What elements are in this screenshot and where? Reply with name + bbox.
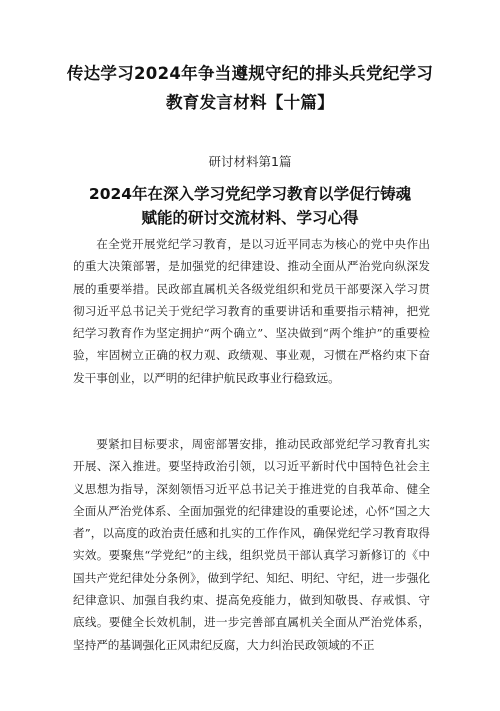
section-label: 研讨材料第1篇 (208, 154, 292, 169)
article-title-line-1: 2024年在深入学习党纪学习教育以学促行铸魂 (88, 185, 412, 203)
body-paragraph-1: 在全党开展党纪学习教育，是以习近平同志为核心的党中央作出的重大决策部署，是加强党的纪律建设、推动全面从严治党向纵深发展的重要举措。民政部直属机关各级党组织和党员干部要深入学习贯彻习近平总书记关于党纪学习教育的重要讲话和重要指示精神，把党纪学习教育作为坚定拥护“两个确立”、坚决做到“两个维护”的重要检验，牢固树立正确的权力观、政绩观、事业观，习惯在严格约束下奋发干事创业，以严明的纪律护航民政事业行稳致远。 (73, 237, 430, 385)
article-title-line-2: 赋能的研讨交流材料、学习心得 (141, 209, 359, 227)
document-title-line-1: 传达学习2024年争当遵规守纪的排头兵党纪学习 (66, 64, 434, 83)
document-title-line-2: 教育发言材料【十篇】 (166, 93, 334, 112)
body-paragraph-2: 要紧扣目标要求，周密部署安排，推动民政部党纪学习教育扎实开展、深入推进。要坚持政治引领，以习近平新时代中国特色社会主义思想为指导，深刻领悟习近平总书记关于推进党的自我革命、健全全面从严治党体系、全面加强党的纪律建设的重要论述，心怀“国之大者”，以高度的政治责任感和扎实的工作作风，确保党纪学习教育取得实效。要聚焦“学党纪”的主线，组织党员干部认真学习新修订的《中国共产党纪律处分条例》，做到学纪、知纪、明纪、守纪，进一步强化纪律意识、加强自我约束、提高免疫能力，做到知敬畏、存戒惧、守底线。要健全长效机制，进一步完善部直属机关全面从严治党体系，坚持严的基调强化正风肃纪反腐，大力纠治民政领域的不正 (73, 437, 430, 652)
